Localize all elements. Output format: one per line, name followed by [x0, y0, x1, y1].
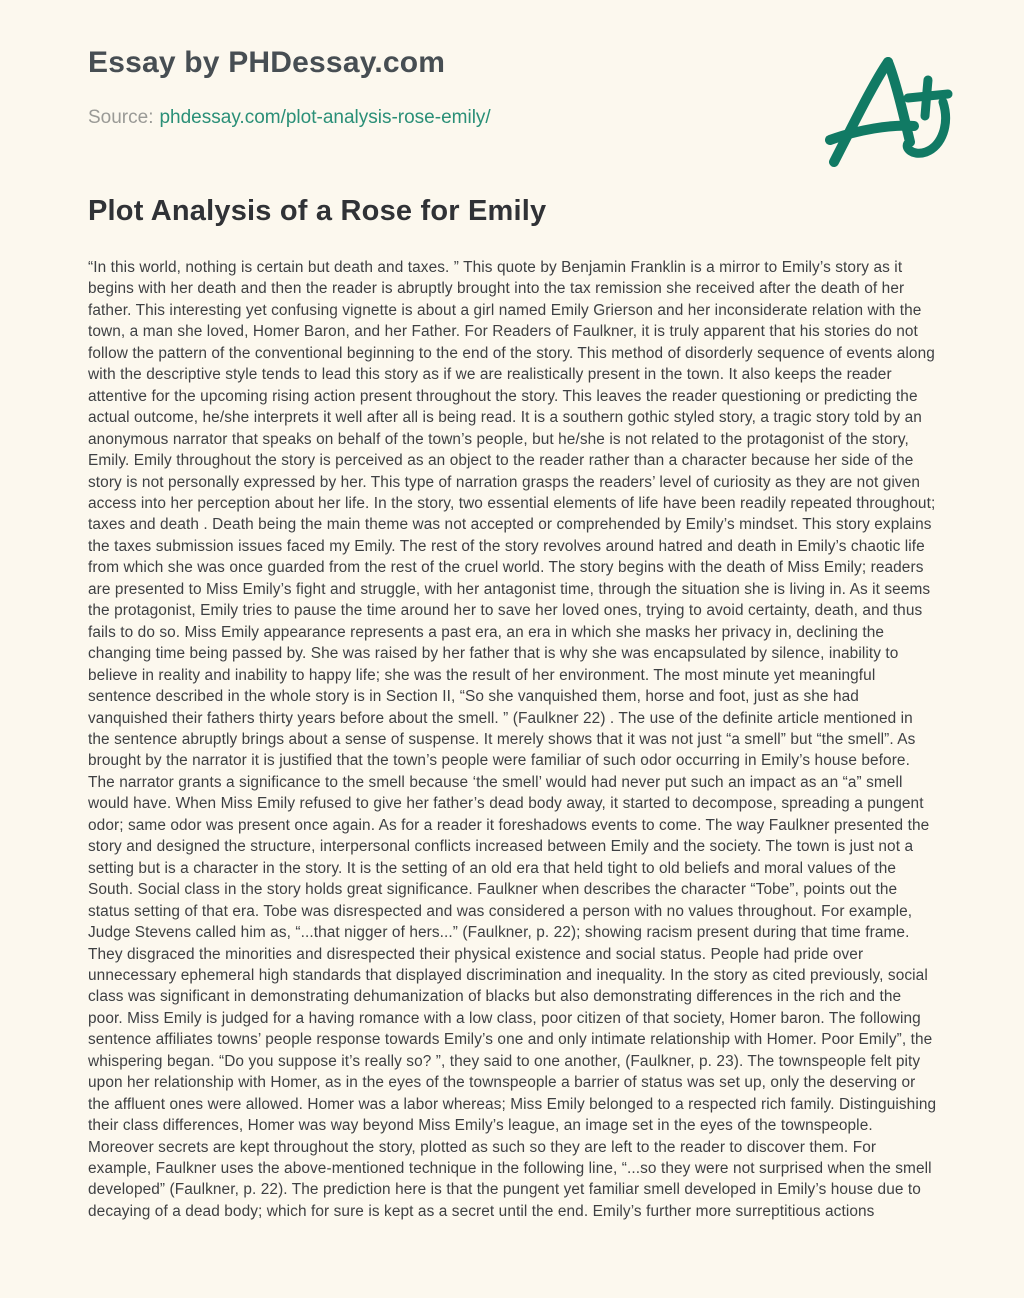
a-plus-logo-icon	[822, 42, 962, 178]
source-row	[88, 107, 936, 129]
page-title: Essay by PHDessay.com	[88, 46, 446, 79]
source-label: Source:	[88, 107, 154, 128]
essay-title: Plot Analysis of a Rose for Emily	[88, 195, 547, 227]
bottom-fade-gradient	[0, 1228, 1024, 1298]
source-link[interactable]: phdessay.com/plot-analysis-rose-emily/	[159, 107, 491, 128]
essay-body-text: “In this world, nothing is certain but death and taxes. ” This quote by Benjamin Franklin is a mirror to Emily’s story as it begins with her death and then the reader is abruptly brought into the tax remission she received after the death of her father. This interesting yet confusing vignette is about a girl named Emily Grierson and her inconsiderate relation with the town, a man she loved, Homer Baron, and her Father. For Readers of Faulkner, it is truly apparent that his stories do not follow the pattern of the conventional beginning to the end of the story. This method of disorderly sequence of events along with the descriptive style tends to lead this story as if we are realistically present in the town. It also keeps the reader attentive for the upcoming rising action present throughout the story. This leaves the reader questioning or predicting the actual outcome, he/she interprets it well after all is being read. It is a southern gothic styled story, a tragic story told by an anonymous narrator that speaks on behalf of the town’s people, but he/she is not related to the protagonist of the story, Emily. Emily throughout the story is perceived as an object to the reader rather than a character because her side of the story is not personally expressed by her. This type of narration grasps the readers’ level of curiosity as they are not given access into her perception about her life. In the story, two essential elements of life have been readily repeated throughout; taxes and death . Death being the main theme was not accepted or comprehended by Emily’s mindset. This story explains the taxes submission issues faced my Emily. The rest of the story revolves around hatred and death in Emily’s chaotic life from which she was once guarded from the rest of the cruel world. The story begins with the death of Miss Emily; readers are presented to Miss Emily’s fight and struggle, with her antagonist time, through the situation she is living in. As it seems the protagonist, Emily tries to pause the time around her to save her loved ones, trying to avoid certainty, death, and thus fails to do so. Miss Emily appearance represents a past era, an era in which she masks her privacy in, declining the changing time being passed by. She was raised by her father that is why she was encapsulated by silence, inability to believe in reality and inability to happy life; she was the result of her environment. The most minute yet meaningful sentence described in the whole story is in Section II, “So she vanquished them, horse and foot, just as she had vanquished their fathers thirty years before about the smell. ” (Faulkner 22) . The use of the definite article mentioned in the sentence abruptly brings about a sense of suspense. It merely shows that it was not just “a smell” but “the smell”. As brought by the narrator it is justified that the town’s people were familiar of such odor occurring in Emily’s house before. The narrator grants a significance to the smell because ‘the smell’ would had never put such an impact as an “a” smell would have. When Miss Emily refused to give her father’s dead body away, it started to decompose, spreading a pungent odor; same odor was present once again. As for a reader it foreshadows events to come. The way Faulkner presented the story and designed the structure, interpersonal conflicts increased between Emily and the society. The town is just not a setting but is a character in the story. It is the setting of an old era that held tight to old beliefs and moral values of the South. Social class in the story holds great significance. Faulkner when describes the character “Tobe”, points out the status setting of that era. Tobe was disrespected and was considered a person with no values throughout. For example, Judge Stevens called him as, “...that nigger of hers...” (Faulkner, p. 22); showing racism present during that time frame. They disgraced the minorities and disrespected their physical existence and social status. People had pride over unnecessary ephemeral high standards that displayed discrimination and inequality. In the story as cited previously, social class was significant in demonstrating dehumanization of blacks but also demonstrating differences in the rich and the poor. Miss Emily is judged for a having romance with a low class, poor citizen of that society, Homer baron. The following sentence affiliates towns’ people response towards Emily’s one and only intimate relationship with Homer. Poor Emily”, the whispering began. “Do you suppose it’s really so? ”, they said to one another, (Faulkner, p. 23). The townspeople felt pity upon her relationship with Homer, as in the eyes of the townspeople a barrier of status was set up, only the deserving or the affluent ones were allowed. Homer was a labor whereas; Miss Emily belonged to a respected rich family. Distinguishing their class differences, Homer was way beyond Miss Emily’s league, an image set in the eyes of the townspeople. Moreover secrets are kept throughout the story, plotted as such so they are left to the reader to discover them. For example, Faulkner uses the above-mentioned technique in the following line, “...so they were not surprised when the smell developed” (Faulkner, p. 22). The prediction here is that the pungent yet familiar smell developed in Emily’s house due to decaying of a dead body; which for sure is kept as a secret until the end. Emily’s further more surreptitious actions	[88, 259, 937, 1220]
